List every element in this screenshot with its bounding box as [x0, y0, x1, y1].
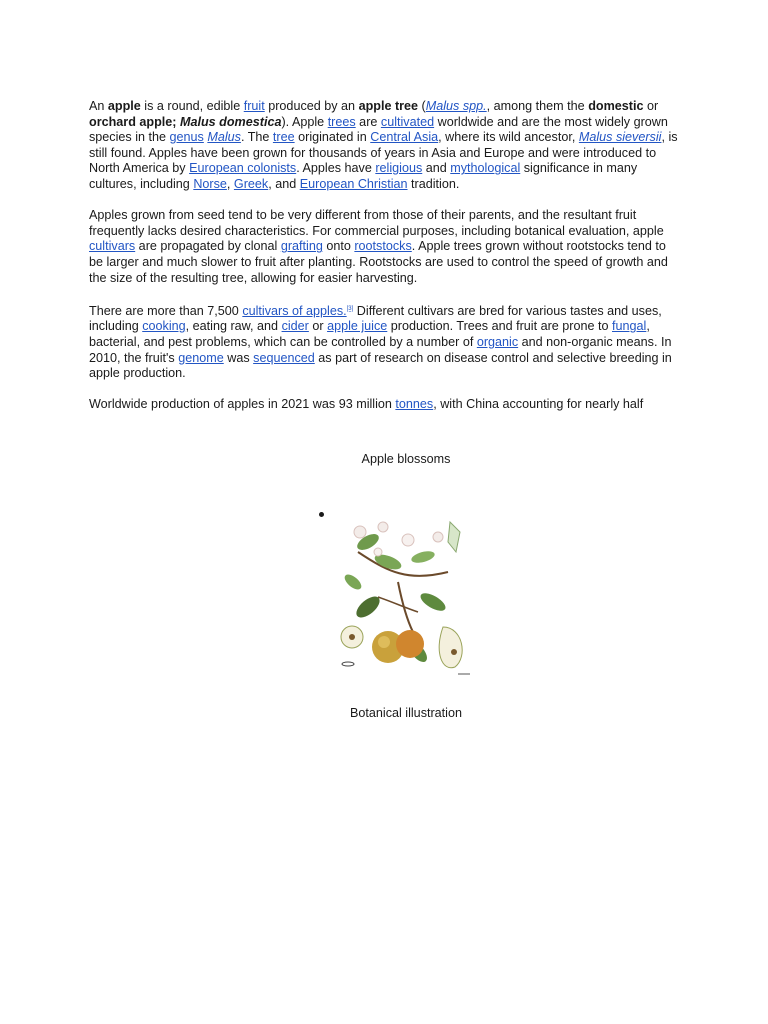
link-organic[interactable]: organic	[476, 334, 519, 349]
link-malus[interactable]: Malus	[207, 130, 241, 145]
link-cultivars[interactable]: cultivars	[89, 239, 136, 254]
bold-term-apple: apple	[107, 99, 141, 113]
text: , where its wild ancestor,	[438, 130, 579, 145]
text: produced by an	[264, 99, 359, 113]
link-central-asia[interactable]: Central Asia	[370, 130, 439, 145]
link-sequenced[interactable]: sequenced	[253, 350, 315, 365]
text: was	[223, 350, 254, 365]
text: are propagated by clonal	[135, 239, 281, 254]
link-cider[interactable]: cider	[281, 319, 309, 334]
link-genus[interactable]: genus	[169, 130, 204, 145]
text: Apples grown from seed tend to be very different from those of their parents, and the resultant fruit frequently lacks desired characteristics. For commercial purposes, including botanical evaluation, apple	[89, 208, 664, 238]
text: . Apples have	[296, 161, 376, 176]
list-bullet	[319, 512, 324, 517]
text: worldwide and are the most widely grown species in the	[89, 114, 668, 145]
text: An	[89, 99, 108, 113]
link-norse[interactable]: Norse	[193, 176, 227, 191]
link-fruit[interactable]: fruit	[243, 99, 265, 113]
figure-caption-bottom: Botanical illustration	[349, 706, 462, 720]
link-cultivars-of-apples[interactable]: cultivars of apples.	[242, 303, 347, 318]
link-tree[interactable]: tree	[272, 130, 295, 145]
link-malus-spp[interactable]: Malus spp.	[425, 99, 487, 113]
intro-paragraph	[89, 99, 681, 193]
link-cooking[interactable]: cooking	[142, 319, 186, 334]
text: There are more than 7,500	[89, 303, 243, 318]
link-tonnes[interactable]: tonnes	[395, 397, 434, 412]
citation-link[interactable]: [3]	[346, 305, 354, 312]
link-grafting[interactable]: grafting	[280, 239, 323, 254]
text: ). Apple	[281, 114, 328, 129]
link-european-colonists[interactable]: European colonists	[189, 161, 297, 176]
text: , bacterial, and pest problems, which can be controlled by a number of	[89, 319, 650, 349]
link-malus-sieversii[interactable]: Malus sieversii	[578, 130, 662, 145]
text: (	[418, 99, 426, 113]
production-paragraph	[89, 397, 681, 413]
bold-term-apple-tree: apple tree	[358, 99, 419, 113]
text: , with China accounting for nearly half	[433, 397, 644, 412]
link-mythological[interactable]: mythological	[450, 161, 521, 176]
text: , eating raw, and	[185, 319, 282, 334]
text: originated in	[294, 130, 371, 145]
link-fungal[interactable]: fungal	[612, 319, 647, 334]
text: or	[643, 99, 659, 113]
text: Different cultivars are bred for various tastes and uses, including	[89, 303, 662, 334]
text: is a round, edible	[140, 99, 244, 113]
link-european-christian[interactable]: European Christian	[299, 176, 408, 191]
cultivars-paragraph	[89, 302, 681, 382]
text: as part of research on disease control and selective breeding in apple production.	[89, 350, 672, 381]
bold-term-orchard-apple: orchard apple;	[89, 114, 180, 129]
text: significance in many cultures, including	[89, 161, 638, 191]
text: onto	[322, 239, 355, 254]
text: tradition.	[407, 176, 460, 191]
propagation-paragraph	[89, 208, 681, 286]
article-body	[89, 99, 681, 428]
text: or	[308, 319, 328, 334]
figure-caption-top: Apple blossoms	[361, 452, 451, 466]
text: , is still found. Apples have been grown for thousands of years in Asia and Europe and were introduced to North America by	[89, 130, 678, 176]
text: and	[422, 161, 451, 176]
bold-term-malus-domestica: Malus domestica	[179, 114, 282, 129]
link-religious[interactable]: religious	[375, 161, 423, 176]
text: ,	[226, 176, 234, 191]
link-apple-juice[interactable]: apple juice	[327, 319, 388, 334]
text: . Apple trees grown without rootstocks tend to be larger and much slower to fruit after planting. Rootstocks are used to control the speed of growth and the size of the resulting tree, allowing for easier harvesting.	[89, 239, 668, 285]
link-greek[interactable]: Greek	[233, 176, 269, 191]
link-trees[interactable]: trees	[327, 114, 356, 129]
text: , among them the	[486, 99, 589, 113]
apple-botanical-illustration-icon	[338, 512, 474, 678]
text: production. Trees and fruit are prone to	[387, 319, 613, 334]
text: and non-organic means. In 2010, the fruit's	[89, 334, 672, 365]
text: . The	[240, 130, 273, 145]
text: Worldwide production of apples in 2021 was 93 million	[89, 397, 396, 412]
link-genome[interactable]: genome	[178, 350, 224, 365]
text: are	[355, 114, 381, 129]
link-rootstocks[interactable]: rootstocks	[354, 239, 412, 254]
bold-term-domestic: domestic	[588, 99, 644, 113]
link-cultivated[interactable]: cultivated	[380, 114, 435, 129]
text: , and	[268, 176, 300, 191]
